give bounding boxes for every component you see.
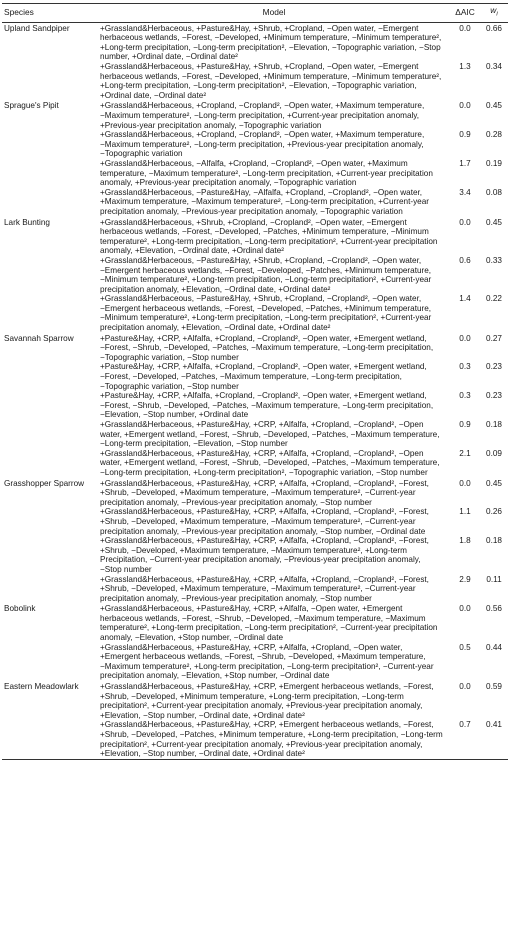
- weight-cell: 0.18: [486, 420, 502, 430]
- species-cell: Upland Sandpiper: [4, 23, 70, 33]
- delta-aic-cell: 0.9: [459, 130, 471, 140]
- model-cell: +Grassland&Herbaceous, +Pasture&Hay, +CRP, +Alfalfa, +Cropland, −Cropland², −Open water, +Emergent wetland, −Forest, −Shrub, −Developed, −Patches, −Maximum temperature, −Long-term precipitation, −Elevation, −Stop number: [100, 420, 440, 449]
- model-cell: +Grassland&Herbaceous, +Pasture&Hay, +CRP, +Emergent herbaceous wetlands, −Forest, +Shrub, −Developed, +Minimum temperature, +Long-term precipitation, −Long-term precipitation², +Current-year precipitation anomaly, +Previous-year precipitation anomaly, +Elevation, −Stop number, −Ordinal date, +Ordinal date²: [100, 682, 434, 720]
- species-cell: [2, 391, 98, 420]
- species-cell: Lark Bunting: [4, 217, 50, 227]
- table-row: [2, 130, 508, 159]
- delta-aic-cell: 0.0: [459, 101, 471, 111]
- table-row: [2, 478, 508, 508]
- model-cell: +Grassland&Herbaceous, +Pasture&Hay, +CRP, +Alfalfa, +Cropland, −Cropland², −Forest, +Shrub, −Developed, +Maximum temperature, −Maximum temperature², −Current-year precipitation anomaly, −Previous-year precipitation anomaly, −Stop number: [100, 478, 429, 507]
- species-cell: Bobolink: [4, 604, 36, 614]
- delta-aic-cell: 2.1: [459, 448, 471, 458]
- table-row: [2, 720, 508, 759]
- weight-cell: 0.33: [486, 255, 502, 265]
- model-cell: +Grassland&Herbaceous, −Pasture&Hay, +Shrub, +Cropland, −Cropland², −Open water, −Emergent herbaceous wetlands, −Forest, −Developed, −Patches, +Minimum temperature, −Minimum temperature², +Long-term precipitation, −Long-term precipitation², +Current-year precipitation anomaly, +Elevation, −Ordinal date, +Ordinal date²: [100, 255, 432, 294]
- table-row: [2, 256, 508, 294]
- delta-aic-cell: 2.9: [459, 574, 471, 584]
- model-cell: +Grassland&Herbaceous, +Pasture&Hay, +CRP, +Alfalfa, −Open water, +Emergent herbaceous wetlands, −Forest, −Shrub, −Developed, −Maximum temperature, −Maximum temperature², +Long-term precipitation, −Long-term precipitation², −Current-year precipitation anomaly, −Elevation, +Stop number, −Ordinal date: [100, 604, 438, 643]
- species-cell: [2, 130, 98, 159]
- weight-cell: 0.09: [486, 448, 502, 458]
- table-bottom-rule: [2, 759, 508, 762]
- delta-aic-cell: 0.0: [459, 682, 471, 692]
- delta-aic-cell: 0.6: [459, 255, 471, 265]
- model-cell: +Grassland&Herbaceous, +Pasture&Hay, +CRP, +Alfalfa, +Cropland, −Cropland², −Forest, +Shrub, −Developed, +Maximum temperature, −Maximum temperature², −Current-year precipitation anomaly, −Previous-year precipitation anomaly, −Stop number, −Ordinal date: [100, 507, 429, 536]
- weight-cell: 0.23: [486, 391, 502, 401]
- species-cell: Savannah Sparrow: [4, 333, 74, 343]
- weight-cell: 0.59: [486, 682, 502, 692]
- weight-cell: 0.45: [486, 217, 502, 227]
- model-cell: +Grassland&Herbaceous, +Shrub, +Cropland, −Cropland², −Open water, −Emergent herbaceous wetlands, −Forest, −Developed, −Patches, +Minimum temperature, −Minimum temperature², +Long-term precipitation, −Long-term precipitation², +Current-year precipitation anomaly, +Elevation, −Ordinal date, +Ordinal date²: [100, 217, 438, 256]
- table-row: [2, 217, 508, 256]
- table-header-row: [2, 4, 508, 23]
- species-cell: [2, 536, 98, 574]
- model-cell: +Grassland&Herbaceous, −Pasture&Hay, +Shrub, +Cropland, −Cropland², −Open water, −Emergent herbaceous wetlands, −Forest, −Developed, −Patches, +Minimum temperature, −Minimum temperature², +Long-term precipitation, −Long-term precipitation², +Current-year precipitation anomaly, +Elevation, −Ordinal date, +Ordinal date²: [100, 294, 432, 333]
- delta-aic-cell: 0.0: [459, 23, 471, 33]
- weight-cell: 0.11: [486, 574, 502, 584]
- delta-aic-cell: 1.8: [459, 536, 471, 546]
- weight-cell: 0.23: [486, 362, 502, 372]
- species-cell: [2, 720, 98, 759]
- delta-aic-cell: 0.0: [459, 478, 471, 488]
- species-cell: Grasshopper Sparrow: [4, 478, 85, 488]
- table-row: [2, 449, 508, 478]
- table-row: [2, 100, 508, 130]
- weight-cell: 0.66: [486, 23, 502, 33]
- species-cell: Sprague's Pipit: [4, 101, 59, 111]
- model-cell: +Grassland&Herbaceous, +Pasture&Hay, +CRP, +Alfalfa, +Cropland, −Cropland², −Forest, +Shrub, −Developed, +Maximum temperature, −Maximum temperature², +Long-term Precipitation, −Current-year precipitation anomaly, −Previous-year precipitation anomaly, −Stop number: [100, 536, 429, 574]
- table-row: [2, 62, 508, 100]
- weight-cell: 0.27: [486, 333, 502, 343]
- weight-cell: 0.28: [486, 130, 502, 140]
- species-cell: [2, 449, 98, 478]
- header-model: Model: [98, 4, 450, 23]
- delta-aic-cell: 0.5: [459, 642, 471, 652]
- species-cell: [2, 256, 98, 294]
- table-row: [2, 362, 508, 391]
- header-weight-symbol: $w_i$: [490, 5, 498, 18]
- model-cell: +Pasture&Hay, +CRP, +Alfalfa, +Cropland, −Cropland², −Open water, +Emergent wetland, −Forest, −Shrub, −Developed, −Patches, −Maximum temperature, −Long-term precipitation, −Topographic variation, −Stop number: [100, 333, 434, 362]
- model-cell: +Grassland&Herbaceous, +Pasture&Hay, +CRP, +Alfalfa, +Cropland, −Open water, +Emergent herbaceous wetlands, −Forest, −Shrub, −Developed, +Maximum temperature, −Maximum temperature², +Long-term precipitation, −Long-term precipitation², −Current-year precipitation anomaly, −Elevation, +Stop number, −Ordinal date: [100, 642, 434, 681]
- delta-aic-cell: 1.1: [459, 507, 471, 517]
- species-cell: [2, 62, 98, 100]
- model-cell: +Grassland&Herbaceous, −Alfalfa, +Cropland, −Cropland², −Open water, +Maximum temperature, −Maximum temperature², −Long-term precipitation, +Current-year precipitation anomaly, +Previous-year precipitation anomaly, −Topographic variation: [100, 158, 433, 188]
- model-cell: +Grassland&Herbaceous, +Cropland, −Cropland², −Open water, +Maximum temperature, −Maximum temperature², −Long-term precipitation, +Current-year precipitation anomaly, +Previous-year precipitation anomaly, −Topographic variation: [100, 101, 425, 130]
- header-species: Species: [2, 4, 98, 23]
- table-row: [2, 188, 508, 217]
- table-row: [2, 333, 508, 363]
- table-row: [2, 681, 508, 720]
- weight-cell: 0.45: [486, 101, 502, 111]
- delta-aic-cell: 0.3: [459, 362, 471, 372]
- table-row: [2, 391, 508, 420]
- delta-aic-cell: 0.0: [459, 333, 471, 343]
- table-row: [2, 507, 508, 536]
- model-cell: +Grassland&Herbaceous, +Pasture&Hay, +Shrub, +Cropland, −Open water, −Emergent herbaceous wetlands, −Forest, −Developed, +Minimum temperature, −Minimum temperature², +Long-term precipitation, −Long-term precipitation², −Elevation, −Topographic variation, −Stop number, +Ordinal date, −Ordinal date²: [100, 23, 442, 62]
- weight-cell: 0.44: [486, 642, 502, 652]
- header-weight: [480, 4, 508, 23]
- weight-cell: 0.41: [486, 720, 502, 730]
- table-row: [2, 294, 508, 332]
- table-row: [2, 536, 508, 574]
- table-row: [2, 643, 508, 681]
- delta-aic-cell: 0.7: [459, 720, 471, 730]
- model-cell: +Grassland&Herbaceous, +Pasture&Hay, +CRP, +Alfalfa, +Cropland, −Cropland², −Open water, +Emergent wetland, −Forest, −Shrub, −Developed, −Patches, −Maximum temperature, −Long-term precipitation, +Long-term precipitation², −Topographic variation, −Stop number: [100, 448, 440, 477]
- header-weight-subscript: i: [496, 11, 498, 18]
- table-row: [2, 420, 508, 449]
- delta-aic-cell: 1.7: [459, 158, 471, 168]
- weight-cell: 0.18: [486, 536, 502, 546]
- species-cell: [2, 507, 98, 536]
- table-row: [2, 22, 508, 62]
- delta-aic-cell: 0.9: [459, 420, 471, 430]
- delta-aic-cell: 1.3: [459, 62, 471, 72]
- weight-cell: 0.34: [486, 62, 502, 72]
- weight-cell: 0.19: [486, 158, 502, 168]
- model-cell: +Grassland&Herbaceous, +Pasture&Hay, +CRP, +Emergent herbaceous wetlands, −Forest, +Shrub, −Developed, −Patches, +Minimum temperature, +Long-term precipitation, −Long-term precipitation², +Current-year precipitation anomaly, +Previous-year precipitation anomaly, +Elevation, −Stop number, −Ordinal date, +Ordinal date²: [100, 720, 443, 759]
- delta-aic-cell: 0.0: [459, 604, 471, 614]
- species-cell: [2, 159, 98, 188]
- model-cell: +Grassland&Herbaceous, +Cropland, −Cropland², −Open water, +Maximum temperature, −Maximum temperature², −Long-term precipitation, +Previous-year precipitation anomaly, −Topographic variation: [100, 130, 425, 159]
- weight-cell: 0.22: [486, 294, 502, 304]
- model-cell: +Grassland&Herbaceous, +Pasture&Hay, +CRP, +Alfalfa, +Cropland, −Cropland², −Forest, +Shrub, −Developed, +Maximum temperature, −Maximum temperature², −Current-year precipitation anomaly, −Previous-year precipitation anomaly, −Stop number: [100, 574, 429, 603]
- delta-aic-cell: 0.0: [459, 217, 471, 227]
- delta-aic-cell: 1.4: [459, 294, 471, 304]
- delta-aic-cell: 0.3: [459, 391, 471, 401]
- model-cell: +Pasture&Hay, +CRP, +Alfalfa, +Cropland, −Cropland², −Open water, +Emergent wetland, −Forest, −Shrub, −Developed, −Patches, −Maximum temperature, −Long-term precipitation, −Elevation, −Stop number, +Ordinal date: [100, 391, 434, 420]
- model-selection-table: [2, 3, 508, 762]
- species-cell: [2, 575, 98, 604]
- table-row: [2, 575, 508, 604]
- species-cell: [2, 294, 98, 332]
- weight-cell: 0.26: [486, 507, 502, 517]
- header-delta-aic: ΔAIC: [450, 4, 480, 23]
- model-cell: +Pasture&Hay, +CRP, +Alfalfa, +Cropland, −Cropland², −Open water, +Emergent wetland, −Forest, −Developed, −Patches, −Maximum temperature, −Long-term precipitation, −Topographic variation, −Stop number: [100, 362, 427, 391]
- weight-cell: 0.56: [486, 604, 502, 614]
- model-cell: +Grassland&Herbaceous, −Pasture&Hay, −Alfalfa, +Cropland, −Cropland², −Open water, +Maximum temperature, −Maximum temperature², −Long-term precipitation, +Current-year precipitation anomaly, −Previous-year precipitation anomaly, −Topographic variation: [100, 187, 429, 216]
- weight-cell: 0.08: [486, 187, 502, 197]
- weight-cell: 0.45: [486, 478, 502, 488]
- species-cell: [2, 420, 98, 449]
- table-row: [2, 603, 508, 642]
- species-cell: [2, 643, 98, 681]
- table-body: [2, 22, 508, 759]
- species-cell: Eastern Meadowlark: [4, 682, 79, 692]
- species-cell: [2, 188, 98, 217]
- delta-aic-cell: 3.4: [459, 187, 471, 197]
- species-cell: [2, 362, 98, 391]
- table-row: [2, 159, 508, 188]
- model-cell: +Grassland&Herbaceous, +Pasture&Hay, +Shrub, +Cropland, −Open water, −Emergent herbaceous wetlands, −Forest, −Developed, +Minimum temperature, −Minimum temperature², +Long-term precipitation, −Long-term precipitation², −Elevation, −Topographic variation, +Ordinal date, −Ordinal date²: [100, 62, 442, 100]
